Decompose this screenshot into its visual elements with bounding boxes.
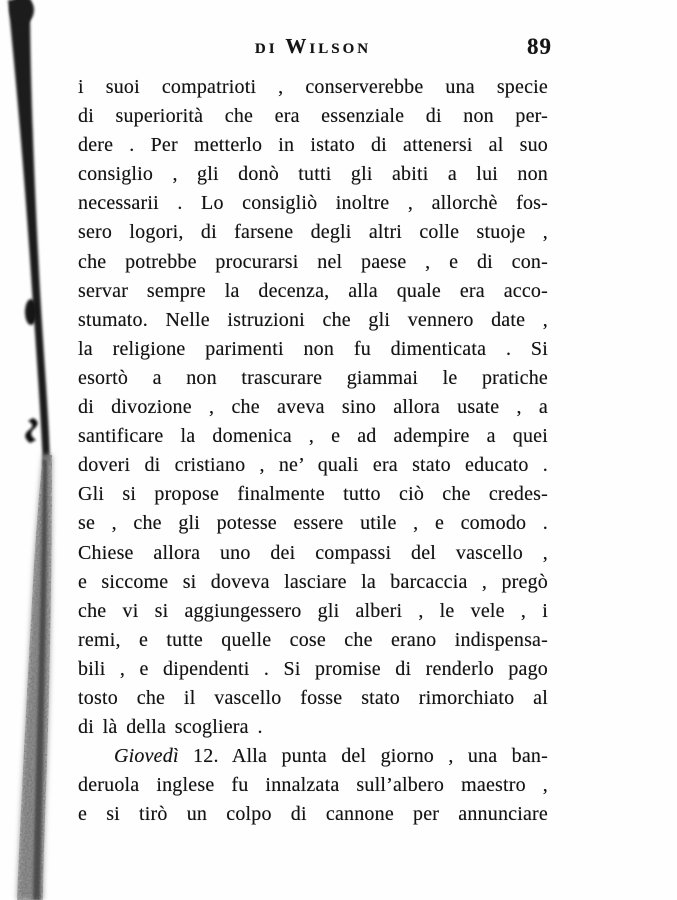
text-line: Chiese allora uno dei compassi del vascello , (78, 541, 548, 564)
page-header (78, 34, 552, 64)
text-line: di divozione , che aveva sino allora usate , a (78, 396, 548, 419)
text-line: che potrebbe procurarsi nel paese , e di con- (78, 250, 548, 273)
paragraph-lines (78, 771, 548, 829)
text-line: di superiorità che era essenziale di non per- (78, 105, 548, 128)
text-line: necessarii . Lo consigliò inoltre , allorchè fos- (78, 192, 548, 215)
book-binding-edge (0, 0, 90, 900)
text-line: sero logori, di farsene degli altri colle stuoje , (78, 221, 548, 244)
text-span: 12. Alla punta del giorno , una ban- (178, 745, 548, 768)
page-number: 89 (527, 34, 552, 59)
text-line: deruola inglese fu innalzata sull’albero maestro , (78, 774, 548, 797)
text-line: doveri di cristiano , ne’ quali era stato educato . (78, 454, 548, 477)
text-line: servar sempre la decenza, alla quale era acco- (78, 279, 548, 302)
date-heading: Giovedì (114, 745, 179, 768)
text-line: che vi si aggiungessero gli alberi , le vele , i (78, 599, 548, 622)
text-line: consiglio , gli donò tutti gli abiti a lui non (78, 163, 548, 186)
text-line: se , che gli potesse essere utile , e comodo . (78, 512, 548, 535)
text-line: i suoi compatrioti , conserverebbe una specie (78, 76, 548, 98)
text-line: Gli si propose finalmente tutto ciò che credes- (78, 483, 548, 506)
text-line: remi, e tutte quelle cose che erano indispensa- (78, 628, 548, 651)
text-line: stumato. Nelle istruzioni che gli vennero date , (78, 308, 548, 331)
running-title: di Wilson (254, 34, 372, 58)
text-line: tosto che il vascello fosse stato rimorchiato al (78, 686, 548, 709)
paragraph-giovedi-12 (78, 742, 548, 829)
text-line: esortò a non trascurare giammai le pratiche (78, 366, 548, 389)
text-line: santificare la domenica , e ad adempire a quei (78, 425, 548, 448)
paragraph-continuation (78, 73, 548, 742)
text-line: di là della scogliera . (78, 716, 263, 739)
text-line: bili , e dipendenti . Si promise di renderlo pago (78, 657, 548, 680)
text-line: la religione parimenti non fu dimenticata . Si (78, 337, 548, 360)
text-line (78, 742, 548, 771)
page-text-block (78, 73, 548, 829)
text-line: e siccome si doveva lasciare la barcaccia , pregò (78, 570, 548, 593)
text-line: e si tirò un colpo di cannone per annunciare (78, 803, 548, 826)
text-line: dere . Per metterlo in istato di attenersi al suo (78, 134, 548, 157)
